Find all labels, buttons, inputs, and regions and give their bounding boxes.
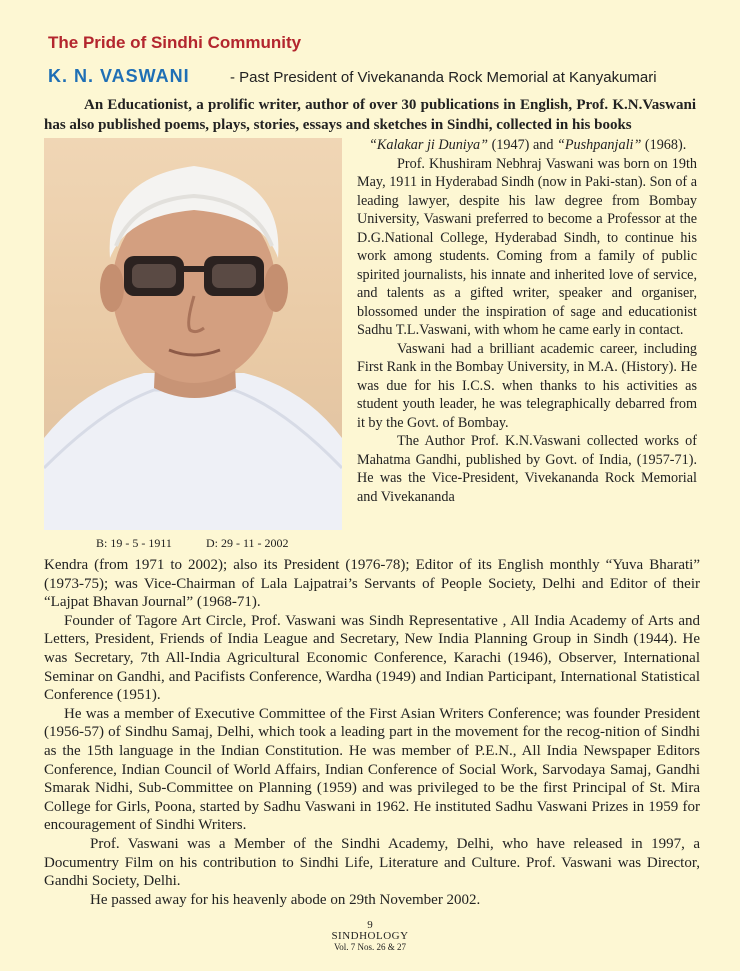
death-date: D: 29 - 11 - 2002 [206,536,289,550]
section-title: The Pride of Sindhi Community [48,33,302,52]
book-year: (1947) and [488,137,557,153]
paragraph: The Author Prof. K.N.Vaswani collected works of Mahatma Gandhi, published by Govt. of India, (1957-71). He was the Vice-President, Vivekananda Rock Memorial and Vivekananda [357,433,697,505]
page-footer [0,920,740,953]
paragraph: Kendra (from 1971 to 2002); also its President (1976-78); Editor of its English monthly “Yuva Bharati” (1973-75); was Vice-Chairman of Lala Lajpatrai’s Servants of People Society, Delhi and Editor of their “Lajpat Bhavan Journal” (1968-71). [44,557,700,611]
books-line [357,136,697,155]
portrait-illustration [44,138,342,530]
paragraph: Founder of Tagore Art Circle, Prof. Vaswani was Sindh Representative , All India Academy of Arts and Letters, President, Friends of India League and Secretary, New India Planning Group in Sindh (1944). He was Secretary, 7th All-India Agricultural Economic Conference, Karachi (1946), Observer, International Seminar on Gandhi, and Pacifists Conference, Wardha (1949) and Indian Participant, International Statistical Conference (1951). [44,612,700,704]
book-title: “Kalakar ji Duniya” [369,137,489,153]
paragraph: Prof. Vaswani was a Member of the Sindhi Academy, Delhi, who have released in 1997, a Documentry Film on his contribution to Sindhi Life, Literature and Culture. Prof. Vaswani was Director, Gandhi Society, Delhi. [44,835,700,890]
full-width-text [44,556,700,909]
intro-text: An Educationist, a prolific writer, author of over 30 publications in English, Prof. K.N.Vaswani has also published poems, plays, stories, essays and sketches in Sindhi, collected in his books [44,97,696,133]
book-title: “Pushpanjali” [556,137,642,153]
page-number: 9 [367,919,373,931]
book-year: (1968). [641,137,687,153]
volume-info: Vol. 7 Nos. 26 & 27 [333,942,407,952]
right-column [357,136,697,506]
birth-date: B: 19 - 5 - 1911 [96,536,172,550]
person-name: K. N. VASWANI [48,66,190,86]
paragraph: Prof. Khushiram Nebhraj Vaswani was born on 19th May, 1911 in Hyderabad Sindh (now in Paki-stan). Son of a leading lawyer, despite his law degree from Bombay University, Vaswani preferred to become a Professor at the D.G.National College, Hyderabad Sindh, to continue his work among students. Coming from a family of public spirited journalists, his innate and inherited love of service, and talents as a gifted writer, speaker and organiser, blossomed under the inspiration of sage and educationist Sadhu T.L.Vaswani, with whom he came early in contact. [357,155,697,338]
paragraph: He was a member of Executive Committee of the First Asian Writers Conference; was founder President (1956-57) of Sindhu Samaj, Delhi, which took a leading part in the movement for the recog-nition of Sindhi as the 15th language in the Indian Constitution. He was member of P.E.N., All India Newspaper Editors Conference, Indian Council of World Affairs, Indian Conference of Social Work, Sarvodaya Samaj, Gandhi Smarak Nidhi, Sub-Committee on Planning (1959) and was privileged to be the first Principal of St. Mira College for Girls, Poona, started by Sadhu Vaswani in 1962. He instituted Sadhu Vaswani Prizes in 1959 for encouragement of Sindhi Writers. [44,705,700,834]
person-subtitle: - Past President of Vivekananda Rock Memorial at Kanyakumari [230,69,657,86]
magazine-name: SINDHOLOGY [331,930,409,942]
paragraph: He passed away for his heavenly abode on 29th November 2002. [90,891,481,908]
intro-paragraph [44,95,696,135]
paragraph: Vaswani had a brilliant academic career, including First Rank in the Bombay University, in M.A. (History). He was due for his I.C.S. when thanks to his activities as student youth leader, he was telegraphically debarred from it by the Govt. of Bombay. [357,340,697,431]
portrait-photo [44,138,342,530]
